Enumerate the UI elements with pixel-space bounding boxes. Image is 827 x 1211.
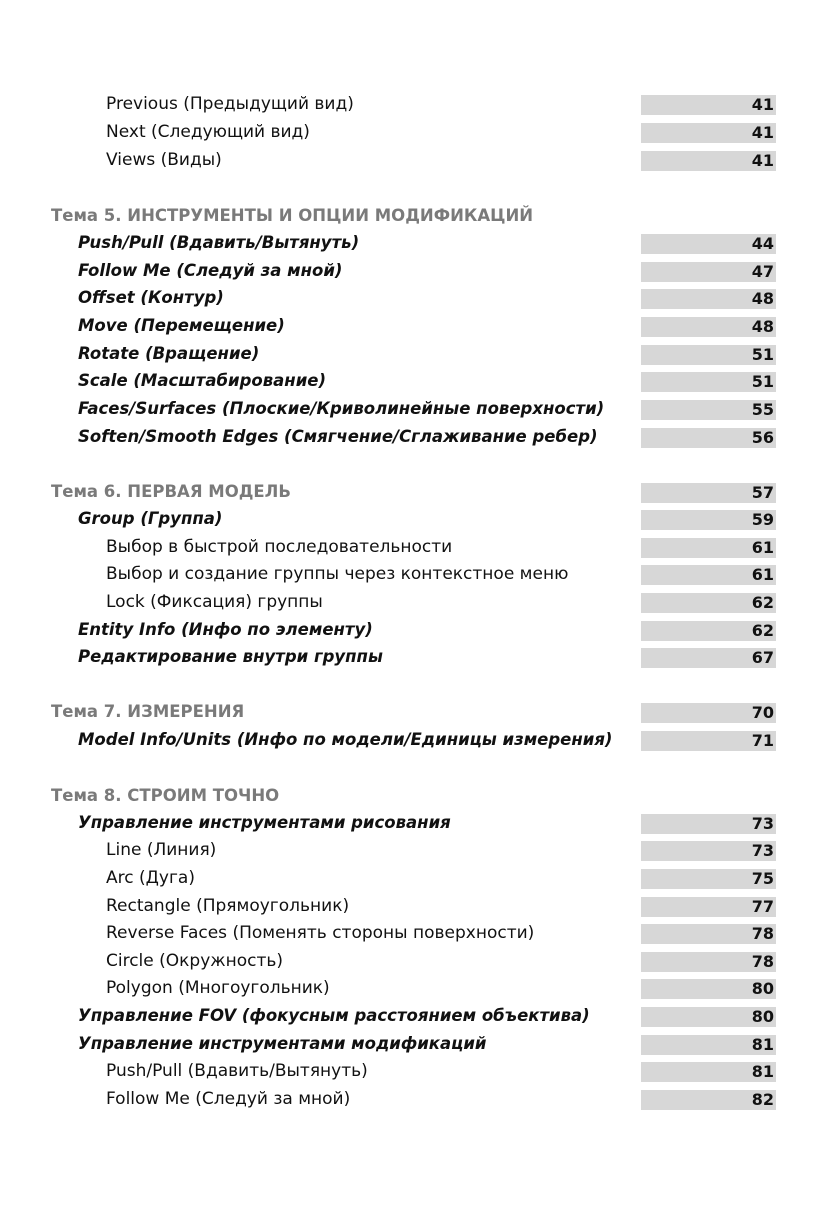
toc-entry[interactable] (0, 1060, 827, 1082)
toc-entry[interactable] (0, 315, 827, 337)
toc-entry-title: Polygon (Многоугольник) (106, 978, 330, 998)
toc-page-number: 48 (641, 289, 776, 309)
toc-entry[interactable] (0, 426, 827, 448)
toc-entry[interactable] (0, 563, 827, 585)
toc-page-number: 67 (641, 648, 776, 668)
toc-entry-title: Reverse Faces (Поменять стороны поверхности) (106, 923, 535, 943)
toc-page-number: 47 (641, 262, 776, 282)
toc-page-number: 73 (641, 841, 776, 861)
toc-entry-title: Тема 5. ИНСТРУМЕНТЫ И ОПЦИИ МОДИФИКАЦИЙ (51, 206, 534, 225)
toc-entry[interactable] (0, 977, 827, 999)
toc-page-number: 78 (641, 952, 776, 972)
toc-entry[interactable] (0, 867, 827, 889)
toc-entry-title: Soften/Smooth Edges (Смягчение/Сглаживание ребер) (78, 427, 598, 446)
toc-entry-title: Entity Info (Инфо по элементу) (78, 620, 373, 639)
toc-entry-title: Next (Следующий вид) (106, 122, 310, 142)
toc-entry[interactable] (0, 287, 827, 309)
toc-page-number: 51 (641, 345, 776, 365)
toc-entry[interactable] (0, 646, 827, 668)
toc-entry-title: Arc (Дуга) (106, 868, 195, 888)
toc-entry[interactable] (0, 260, 827, 282)
toc-page-number: 61 (641, 565, 776, 585)
toc-entry-title: Rectangle (Прямоугольник) (106, 896, 350, 916)
toc-entry[interactable] (0, 1005, 827, 1027)
toc-entry[interactable] (0, 812, 827, 834)
toc-entry-title: Push/Pull (Вдавить/Вытянуть) (78, 233, 360, 252)
toc-entry[interactable] (0, 93, 827, 115)
toc-entry[interactable] (0, 950, 827, 972)
toc-entry[interactable] (0, 895, 827, 917)
toc-entry[interactable] (0, 591, 827, 613)
toc-page-number: 80 (641, 979, 776, 999)
toc-entry-title: Offset (Контур) (78, 288, 224, 307)
toc-entry[interactable] (0, 839, 827, 861)
toc-entry-title: Push/Pull (Вдавить/Вытянуть) (106, 1061, 368, 1081)
toc-page-number: 41 (641, 95, 776, 115)
toc-page-number: 82 (641, 1090, 776, 1110)
toc-entry-title: Управление FOV (фокусным расстоянием объектива) (78, 1006, 590, 1025)
toc-page-number: 77 (641, 897, 776, 917)
toc-page-number: 48 (641, 317, 776, 337)
toc-entry[interactable] (0, 619, 827, 641)
toc-page-number: 73 (641, 814, 776, 834)
toc-entry-title: Model Info/Units (Инфо по модели/Единицы измерения) (78, 730, 613, 749)
toc-page-number: 41 (641, 123, 776, 143)
toc-page-number: 51 (641, 372, 776, 392)
toc-section-heading[interactable] (0, 481, 827, 503)
toc-entry[interactable] (0, 1033, 827, 1055)
toc-entry-title: Выбор в быстрой последовательности (106, 537, 453, 557)
toc-entry[interactable] (0, 343, 827, 365)
toc-page-number: 61 (641, 538, 776, 558)
toc-entry[interactable] (0, 121, 827, 143)
toc-entry-title: Line (Линия) (106, 840, 217, 860)
toc-entry[interactable] (0, 398, 827, 420)
toc-entry-title: Тема 8. СТРОИМ ТОЧНО (51, 786, 280, 805)
toc-entry-title: Faces/Surfaces (Плоские/Криволинейные поверхности) (78, 399, 605, 418)
toc-entry-title: Scale (Масштабирование) (78, 371, 326, 390)
toc-page-number: 75 (641, 869, 776, 889)
toc-entry-title: Редактирование внутри группы (78, 647, 383, 666)
toc-page-number: 41 (641, 151, 776, 171)
toc-page-number: 81 (641, 1062, 776, 1082)
toc-page-number: 70 (641, 703, 776, 723)
toc-entry-title: Управление инструментами модификаций (78, 1034, 487, 1053)
toc-entry[interactable] (0, 149, 827, 171)
toc-page-number: 80 (641, 1007, 776, 1027)
toc-page-number: 62 (641, 593, 776, 613)
toc-entry-title: Тема 7. ИЗМЕРЕНИЯ (51, 702, 245, 721)
toc-page-number: 71 (641, 731, 776, 751)
toc-entry[interactable] (0, 508, 827, 530)
toc-section-heading[interactable] (0, 701, 827, 723)
toc-entry[interactable] (0, 232, 827, 254)
toc-page-number: 81 (641, 1035, 776, 1055)
toc-entry[interactable] (0, 1088, 827, 1110)
toc-section-heading[interactable] (0, 785, 827, 807)
toc-page-number: 62 (641, 621, 776, 641)
toc-page-number: 57 (641, 483, 776, 503)
toc-entry-title: Previous (Предыдущий вид) (106, 94, 354, 114)
toc-page-number: 59 (641, 510, 776, 530)
toc-page-number: 56 (641, 428, 776, 448)
toc-entry-title: Управление инструментами рисования (78, 813, 451, 832)
toc-entry-title: Выбор и создание группы через контекстное меню (106, 564, 569, 584)
toc-entry-title: Views (Виды) (106, 150, 222, 170)
toc-entry-title: Follow Me (Следуй за мной) (78, 261, 343, 280)
toc-entry-title: Lock (Фиксация) группы (106, 592, 323, 612)
toc-entry[interactable] (0, 536, 827, 558)
toc-entry-title: Move (Перемещение) (78, 316, 285, 335)
toc-entry-title: Follow Me (Следуй за мной) (106, 1089, 351, 1109)
toc-entry[interactable] (0, 370, 827, 392)
toc-section-heading[interactable] (0, 205, 827, 227)
toc-entry[interactable] (0, 729, 827, 751)
toc-page-number: 78 (641, 924, 776, 944)
toc-entry-title: Group (Группа) (78, 509, 223, 528)
toc-entry-title: Rotate (Вращение) (78, 344, 260, 363)
toc-entry-title: Circle (Окружность) (106, 951, 284, 971)
toc-entry-title: Тема 6. ПЕРВАЯ МОДЕЛЬ (51, 482, 291, 501)
toc-entry[interactable] (0, 922, 827, 944)
toc-page-number: 44 (641, 234, 776, 254)
toc-page-number: 55 (641, 400, 776, 420)
